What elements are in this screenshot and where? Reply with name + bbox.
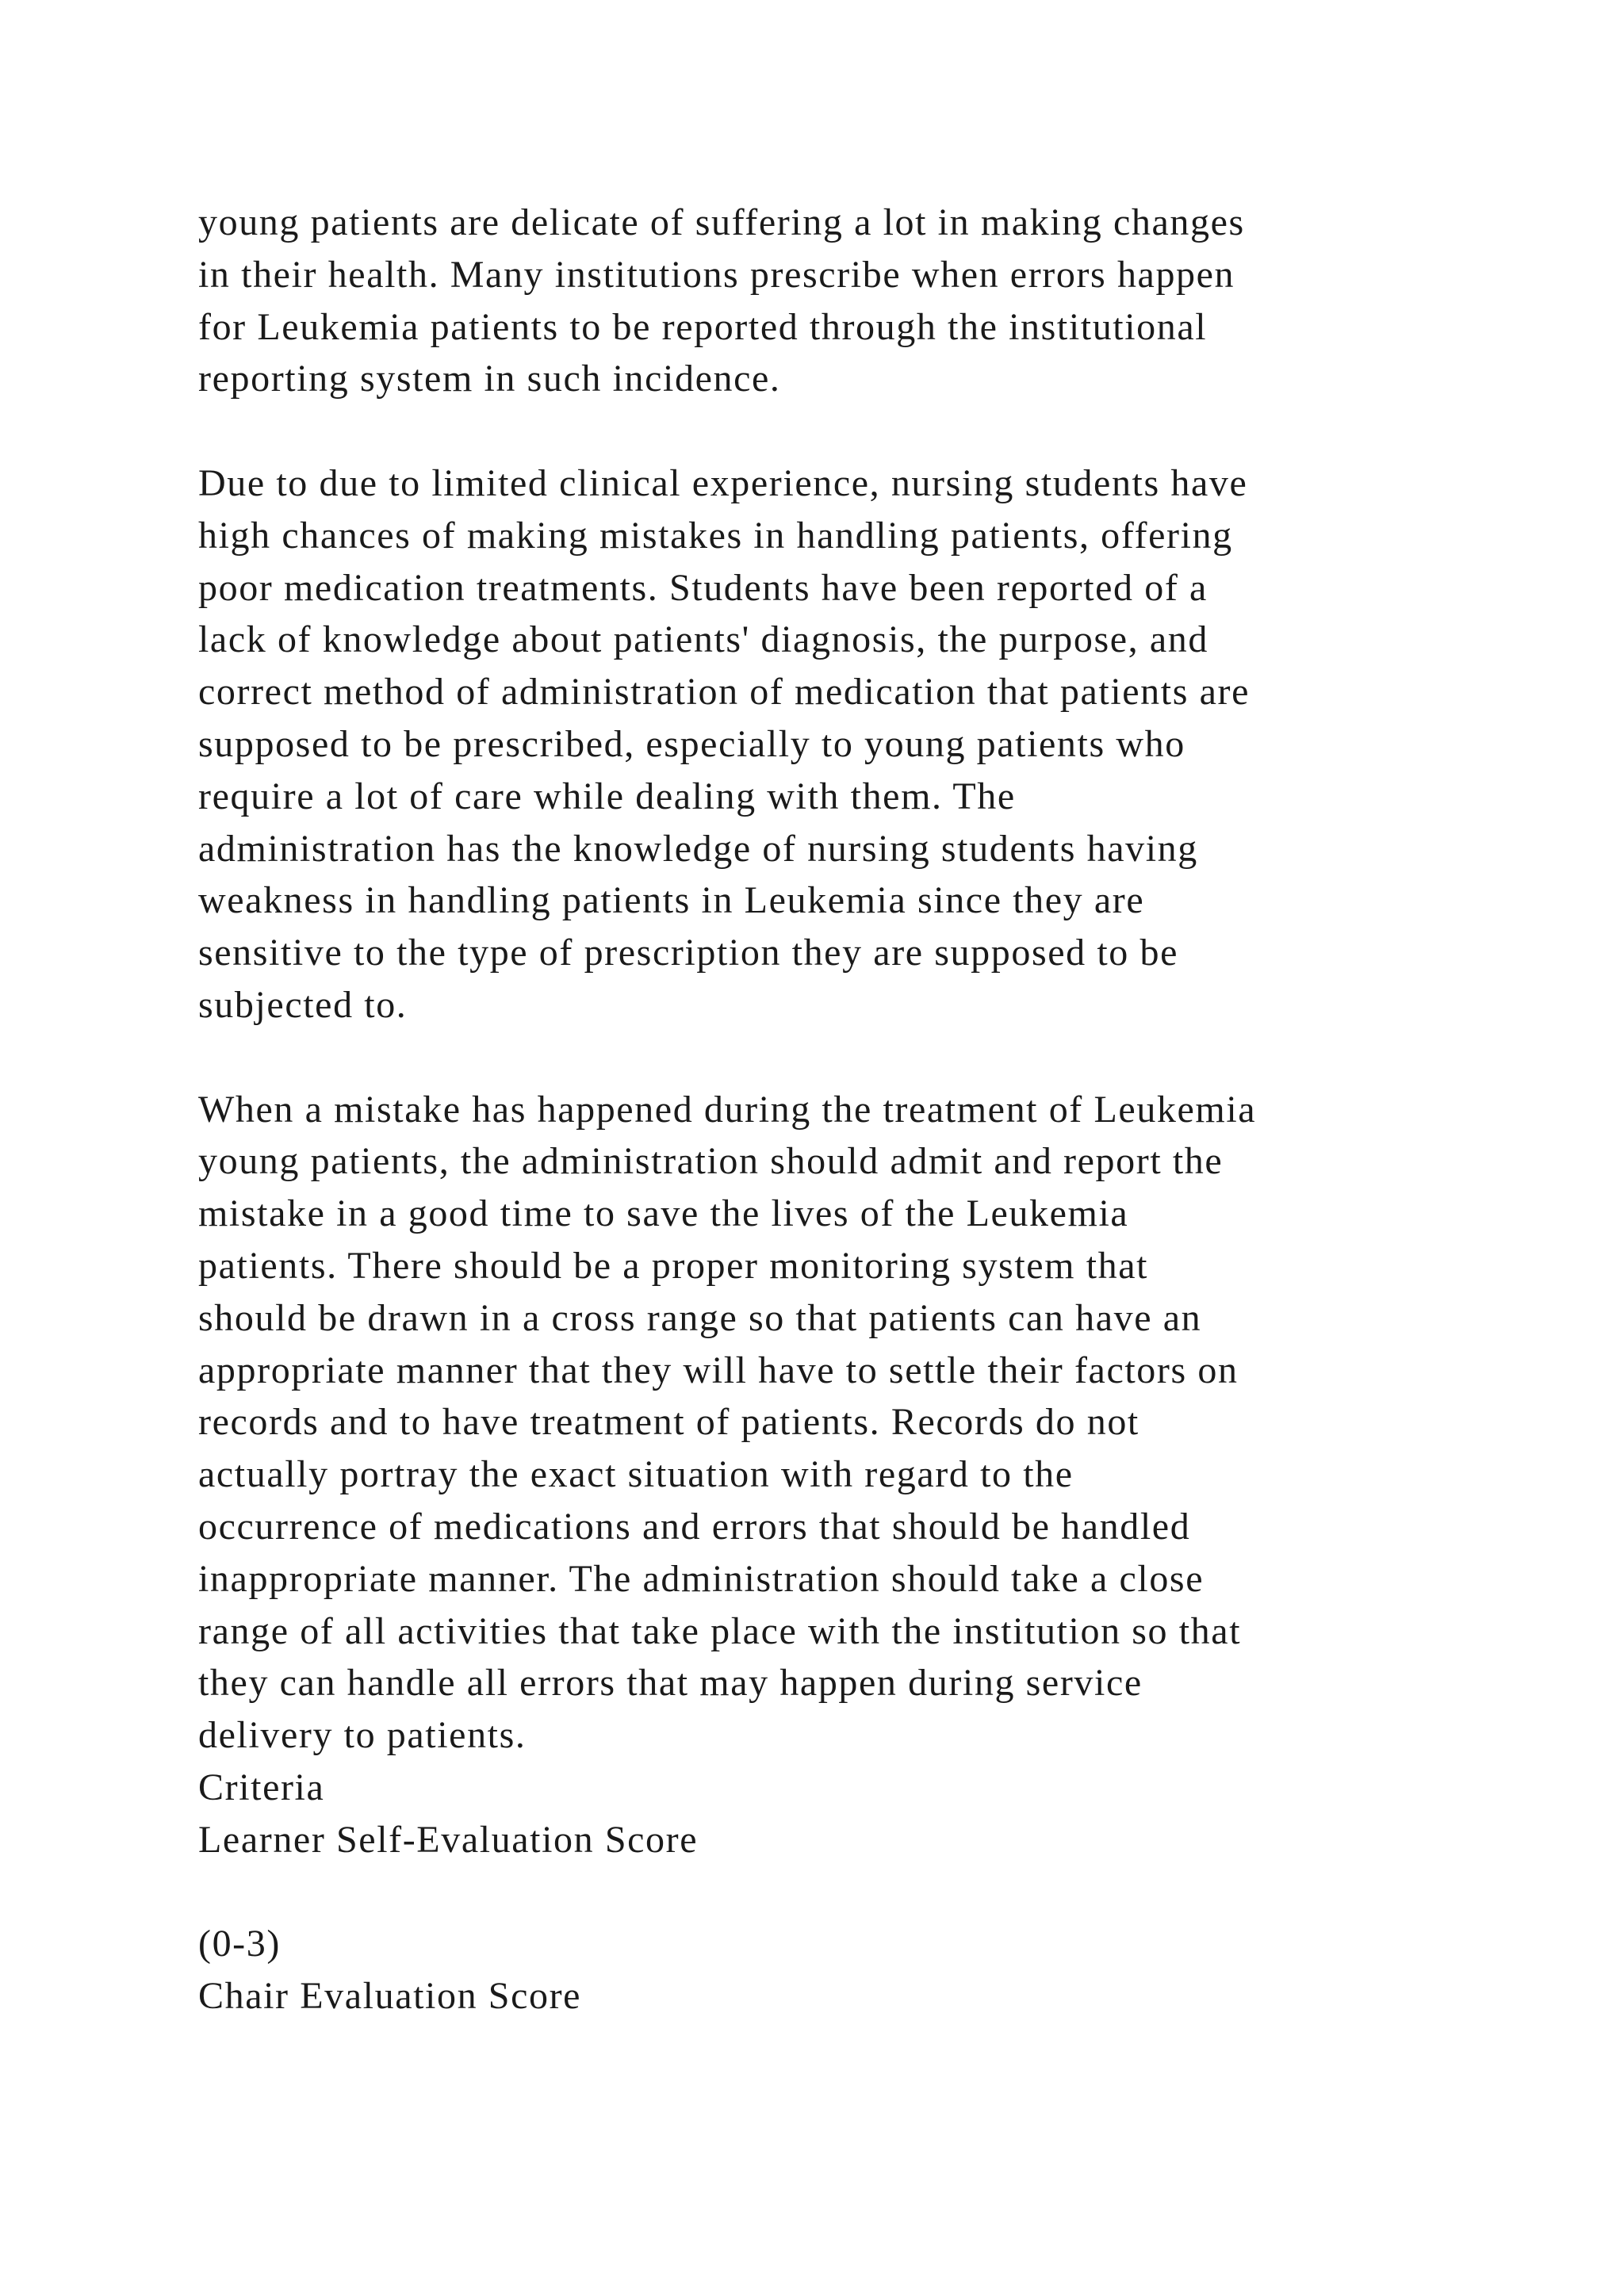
text-line: delivery to patients. bbox=[198, 1714, 527, 1757]
text-line: reporting system in such incidence. bbox=[198, 358, 781, 400]
text-line: young patients are delicate of suffering a lot in making changes bbox=[198, 201, 1245, 243]
chair-score-label: Chair Evaluation Score bbox=[198, 1975, 582, 2018]
text-line: weakness in handling patients in Leukemia since they are bbox=[198, 879, 1145, 922]
paragraph-spacer bbox=[198, 405, 1507, 457]
text-line: records and to have treatment of patients. Records do not bbox=[198, 1401, 1139, 1444]
text-line: should be drawn in a cross range so that patients can have an bbox=[198, 1296, 1202, 1339]
paragraph-leukemia-reporting bbox=[198, 197, 1507, 405]
text-line: range of all activities that take place with the institution so that bbox=[198, 1609, 1242, 1652]
text-line: subjected to. bbox=[198, 983, 408, 1026]
text-line: When a mistake has happened during the treatment of Leukemia bbox=[198, 1088, 1257, 1131]
text-line: correct method of administration of medication that patients are bbox=[198, 671, 1250, 714]
paragraph-mistake-handling bbox=[198, 1084, 1507, 1866]
paragraph-spacer bbox=[198, 1866, 1507, 1919]
text-line: appropriate manner that they will have to settle their factors on bbox=[198, 1349, 1239, 1391]
text-line: poor medication treatments. Students have been reported of a bbox=[198, 566, 1208, 609]
criteria-heading: Criteria bbox=[198, 1766, 325, 1808]
text-line: for Leukemia patients to be reported through the institutional bbox=[198, 305, 1208, 348]
text-line: patients. There should be a proper monitoring system that bbox=[198, 1244, 1149, 1287]
paragraph-spacer bbox=[198, 1031, 1507, 1084]
text-line: administration has the knowledge of nursing students having bbox=[198, 827, 1198, 870]
text-line: actually portray the exact situation with regard to the bbox=[198, 1453, 1074, 1496]
text-line: sensitive to the type of prescription they are supposed to be bbox=[198, 932, 1178, 974]
text-line: require a lot of care while dealing with them. The bbox=[198, 775, 1016, 817]
text-line: lack of knowledge about patients' diagnosis, the purpose, and bbox=[198, 618, 1208, 661]
paragraph-score-range bbox=[198, 1918, 1507, 2022]
learner-score-label: Learner Self-Evaluation Score bbox=[198, 1818, 699, 1861]
text-line: young patients, the administration should admit and report the bbox=[198, 1140, 1224, 1183]
text-line: mistake in a good time to save the lives of the Leukemia bbox=[198, 1192, 1129, 1235]
text-line: Due to due to limited clinical experience, nursing students have bbox=[198, 461, 1248, 504]
text-line: supposed to be prescribed, especially to young patients who bbox=[198, 722, 1185, 765]
document-body bbox=[198, 197, 1507, 2022]
text-line: in their health. Many institutions prescribe when errors happen bbox=[198, 253, 1235, 296]
text-line: occurrence of medications and errors that should be handled bbox=[198, 1505, 1191, 1548]
paragraph-nursing-students bbox=[198, 457, 1507, 1031]
text-line: inappropriate manner. The administration should take a close bbox=[198, 1557, 1205, 1600]
text-line: high chances of making mistakes in handling patients, offering bbox=[198, 514, 1233, 557]
score-range-label: (0-3) bbox=[198, 1923, 281, 1965]
text-line: they can handle all errors that may happen during service bbox=[198, 1662, 1143, 1705]
